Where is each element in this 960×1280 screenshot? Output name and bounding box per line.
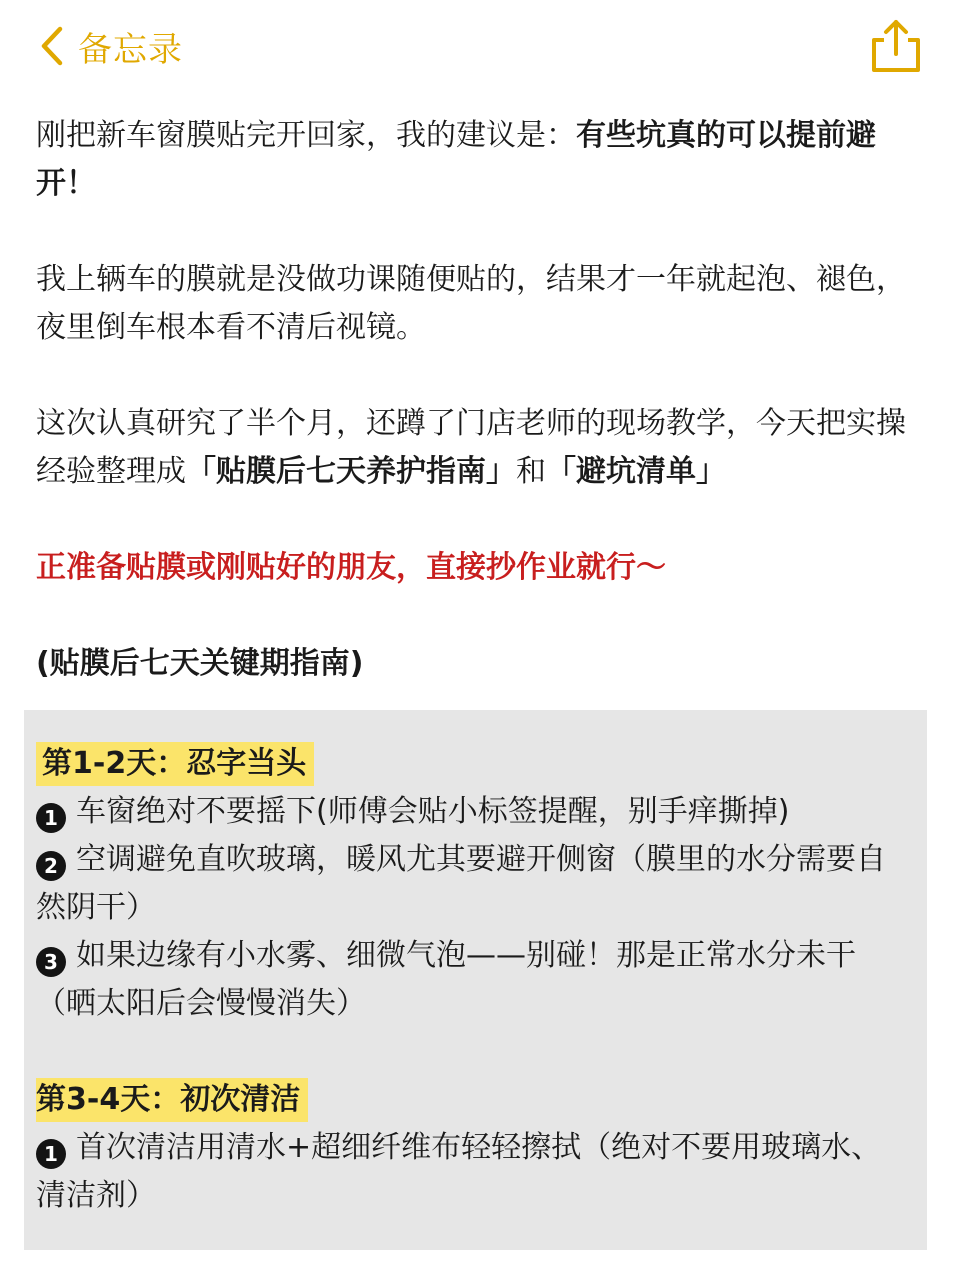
intro-paragraph bbox=[36, 112, 908, 208]
back-button[interactable] bbox=[40, 22, 183, 70]
list-item-text: 车窗绝对不要摇下(师傅会贴小标签提醒，别手痒撕掉) bbox=[76, 794, 790, 829]
guide-title-ref: 「贴膜后七天养护指南」 bbox=[186, 454, 516, 489]
number-badge: 1 bbox=[36, 803, 66, 833]
note-body bbox=[36, 112, 908, 688]
callout-text: 正准备贴膜或刚贴好的朋友，直接抄作业就行～ bbox=[36, 550, 666, 585]
chevron-left-icon bbox=[40, 26, 64, 66]
number-badge: 2 bbox=[36, 851, 66, 881]
share-button[interactable] bbox=[868, 16, 924, 76]
section-day-3-4 bbox=[36, 1076, 906, 1220]
list-item bbox=[36, 932, 906, 1028]
list-item-text: 如果边缘有小水雾、细微气泡——别碰！那是正常水分未干（晒太阳后会慢慢消失） bbox=[36, 938, 856, 1021]
intro-emphasis: 有些坑真的可以提前避开！ bbox=[36, 118, 876, 201]
number-badge: 3 bbox=[36, 947, 66, 977]
back-label: 备忘录 bbox=[78, 29, 183, 70]
list-item bbox=[36, 788, 906, 836]
list-item bbox=[36, 1124, 906, 1220]
intro-text: 刚把新车窗膜贴完开回家，我的建议是： bbox=[36, 118, 576, 153]
paragraph-gap bbox=[36, 496, 908, 544]
paragraph-gap bbox=[36, 352, 908, 400]
list-item-text: 首次清洁用清水+超细纤维布轻轻擦拭（绝对不要用玻璃水、清洁剂） bbox=[36, 1130, 882, 1213]
section-title: 第1-2天：忍字当头 bbox=[36, 742, 314, 786]
list-item-text: 空调避免直吹玻璃，暖风尤其要避开侧窗（膜里的水分需要自然阴干） bbox=[36, 842, 886, 925]
guide-content bbox=[36, 740, 906, 1220]
checklist-title-ref: 「避坑清单」 bbox=[546, 454, 726, 489]
experience-paragraph: 我上辆车的膜就是没做功课随便贴的，结果才一年就起泡、褪色，夜里倒车根本看不清后视镜。 bbox=[36, 262, 906, 345]
conjunction-text: 和 bbox=[516, 454, 546, 489]
paragraph-gap bbox=[36, 208, 908, 256]
guide-box bbox=[24, 710, 927, 1250]
research-text: 这次认真研究了半个月，还蹲了门店老师的现场教学，今天把实操经验整理成 bbox=[36, 406, 906, 489]
section-day-1-2 bbox=[36, 740, 906, 1028]
section-gap bbox=[36, 1028, 906, 1076]
guide-heading: (贴膜后七天关键期指南) bbox=[36, 646, 364, 681]
paragraph-gap bbox=[36, 592, 908, 640]
number-badge: 1 bbox=[36, 1139, 66, 1169]
section-title: 第3-4天：初次清洁 bbox=[36, 1078, 308, 1122]
share-icon bbox=[868, 61, 924, 80]
navigation-bar bbox=[0, 0, 960, 96]
research-paragraph bbox=[36, 400, 908, 496]
list-item bbox=[36, 836, 906, 932]
